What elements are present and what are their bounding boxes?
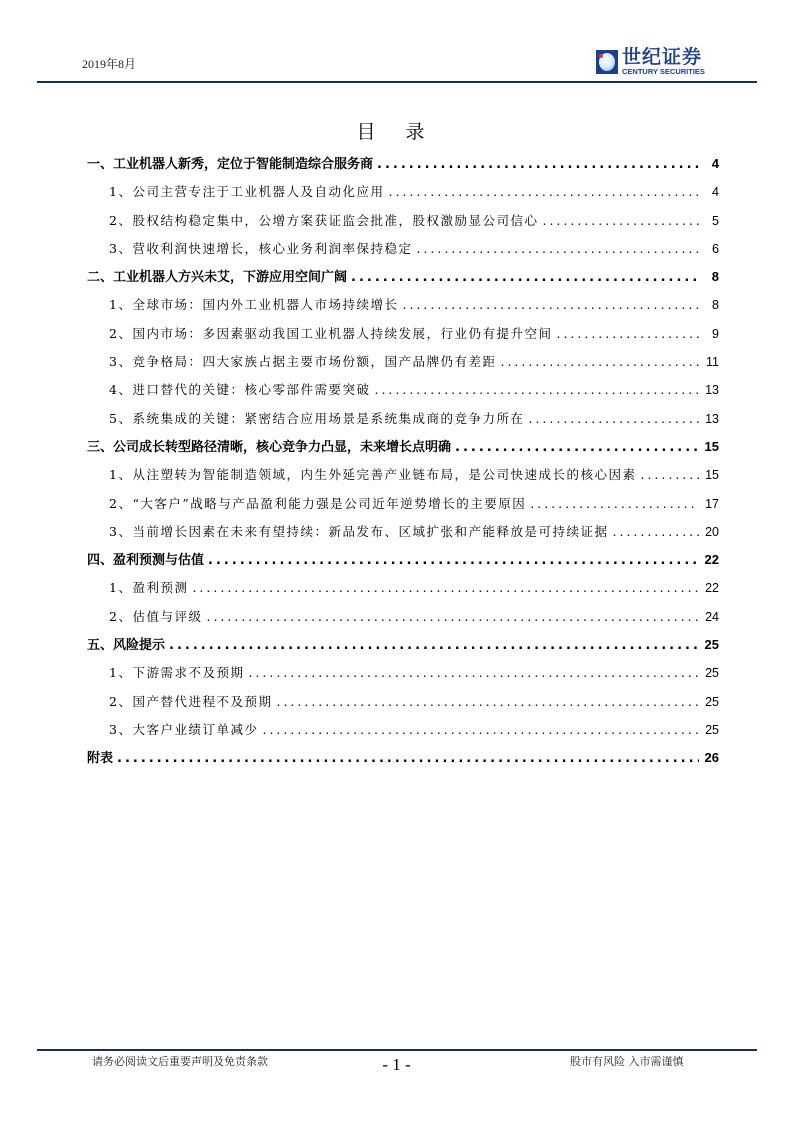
footer-disclaimer: 请务必阅读文后重要声明及免责条款	[92, 1055, 268, 1068]
toc-title: 目 录	[356, 121, 437, 143]
toc-entry-page: 25	[705, 722, 719, 737]
toc-entry-label: 四、盈利预测与估值	[87, 553, 205, 569]
toc-entry-label: 2、“大客户”战略与产品盈利能力强是公司近年逆势增长的主要原因	[109, 495, 527, 511]
dot-leader	[192, 574, 699, 602]
toc-entry-page: 17	[705, 496, 719, 511]
toc-entry-page: 25	[705, 694, 719, 709]
toc-entry-page: 24	[705, 609, 719, 624]
footer-risk-note: 股市有风险 入市需谨慎	[570, 1055, 684, 1068]
toc-entry-page: 15	[705, 468, 719, 483]
toc-entry-page: 25	[705, 666, 719, 681]
dot-leader	[377, 151, 699, 179]
toc-section-entry[interactable]	[87, 263, 719, 291]
toc-entry-label: 1、盈利预测	[109, 580, 189, 596]
toc-subsection-entry[interactable]	[87, 320, 719, 348]
toc-entry-page: 22	[704, 552, 719, 568]
dot-leader	[402, 291, 699, 319]
toc-subsection-entry[interactable]	[87, 376, 719, 404]
dot-leader	[206, 603, 699, 631]
toc-entry-page: 20	[705, 524, 719, 539]
dot-leader	[556, 320, 699, 348]
toc-entry-page: 9	[712, 326, 719, 341]
footer-divider	[37, 1049, 757, 1051]
toc-subsection-entry[interactable]	[87, 603, 719, 631]
toc-subsection-entry[interactable]	[87, 716, 719, 744]
toc-subsection-entry[interactable]	[87, 659, 719, 687]
toc-entry-label: 3、竞争格局：四大家族占据主要市场份额，国产品牌仍有差距	[109, 354, 497, 370]
toc-entry-page: 13	[705, 411, 719, 426]
logo-english-name: CENTURY SECURITIES	[622, 67, 705, 76]
dot-leader	[117, 745, 699, 773]
toc-subsection-entry[interactable]	[87, 291, 719, 319]
toc-entry-label: 3、大客户业绩订单减少	[109, 721, 259, 737]
toc-entry-page: 26	[704, 750, 719, 766]
toc-entry-label: 五、风险提示	[87, 638, 166, 654]
toc-subsection-entry[interactable]	[87, 178, 719, 206]
dot-leader	[169, 632, 699, 660]
toc-entry-label: 1、全球市场：国内外工业机器人市场持续增长	[109, 297, 399, 313]
toc-section-entry[interactable]	[87, 150, 719, 178]
dot-leader	[612, 518, 699, 546]
toc-entry-label: 1、公司主营专注于工业机器人及自动化应用	[109, 184, 385, 200]
toc-entry-page: 4	[711, 156, 719, 171]
header-date: 2019年8月	[82, 57, 137, 71]
dot-leader	[374, 376, 699, 404]
toc-entry-page: 13	[705, 383, 719, 398]
dot-leader	[542, 207, 699, 235]
toc-entry-label: 4、进口替代的关键：核心零部件需要突破	[109, 382, 371, 398]
page-number: - 1 -	[382, 1055, 411, 1074]
dot-leader	[500, 348, 699, 376]
toc-entry-page: 8	[712, 298, 719, 313]
toc-entry-page: 25	[704, 637, 719, 653]
toc-subsection-entry[interactable]	[87, 574, 719, 602]
table-of-contents	[87, 150, 719, 773]
toc-entry-label: 3、当前增长因素在未来有望持续：新品发布、区域扩张和产能释放是可持续证据	[109, 523, 609, 539]
toc-entry-page: 8	[711, 269, 719, 285]
dot-leader	[388, 178, 699, 206]
dot-leader	[208, 547, 699, 575]
toc-entry-page: 11	[706, 355, 719, 370]
toc-subsection-entry[interactable]	[87, 207, 719, 235]
toc-subsection-entry[interactable]	[87, 688, 719, 716]
toc-entry-page: 4	[712, 185, 719, 200]
toc-subsection-entry[interactable]	[87, 461, 719, 489]
toc-subsection-entry[interactable]	[87, 490, 719, 518]
toc-entry-label: 1、从注塑转为智能制造领域，内生外延完善产业链布局，是公司快速成长的核心因素	[109, 467, 637, 483]
toc-entry-page: 15	[704, 438, 719, 454]
company-logo	[596, 48, 705, 76]
toc-subsection-entry[interactable]	[87, 235, 719, 263]
dot-leader	[455, 434, 699, 462]
toc-entry-label: 一、工业机器人新秀，定位于智能制造综合服务商	[87, 157, 374, 172]
toc-entry-label: 2、估值与评级	[109, 608, 203, 624]
dot-leader	[640, 461, 699, 489]
toc-entry-page: 22	[705, 581, 719, 596]
dot-leader	[416, 235, 699, 263]
toc-entry-label: 2、国产替代进程不及预期	[109, 693, 273, 709]
toc-entry-label: 3、营收利润快速增长，核心业务利润率保持稳定	[109, 240, 413, 256]
dot-leader	[351, 264, 699, 292]
toc-entry-label: 附表	[87, 751, 114, 767]
toc-entry-label: 2、国内市场：多因素驱动我国工业机器人持续发展，行业仍有提升空间	[109, 325, 553, 341]
dot-leader	[262, 716, 699, 744]
header-divider	[37, 81, 757, 83]
toc-section-entry[interactable]	[87, 433, 719, 461]
dot-leader	[528, 405, 699, 433]
toc-subsection-entry[interactable]	[87, 348, 719, 376]
logo-chinese-name: 世纪证券	[622, 46, 703, 68]
toc-subsection-entry[interactable]	[87, 405, 719, 433]
toc-section-entry[interactable]	[87, 744, 719, 772]
globe-logo-icon	[596, 50, 618, 74]
toc-entry-label: 2、股权结构稳定集中，公增方案获证监会批准，股权激励显公司信心	[109, 212, 539, 228]
dot-leader	[248, 659, 699, 687]
toc-entry-label: 5、系统集成的关键：紧密结合应用场景是系统集成商的竞争力所在	[109, 410, 525, 426]
toc-subsection-entry[interactable]	[87, 518, 719, 546]
toc-entry-page: 5	[712, 213, 719, 228]
toc-entry-label: 三、公司成长转型路径清晰，核心竞争力凸显，未来增长点明确	[87, 439, 452, 455]
dot-leader	[276, 688, 699, 716]
toc-entry-page: 6	[712, 241, 719, 256]
dot-leader	[530, 490, 699, 518]
toc-entry-label: 1、下游需求不及预期	[109, 665, 245, 681]
toc-section-entry[interactable]	[87, 631, 719, 659]
toc-entry-label: 二、工业机器人方兴未艾，下游应用空间广阔	[87, 270, 348, 286]
toc-section-entry[interactable]	[87, 546, 719, 574]
